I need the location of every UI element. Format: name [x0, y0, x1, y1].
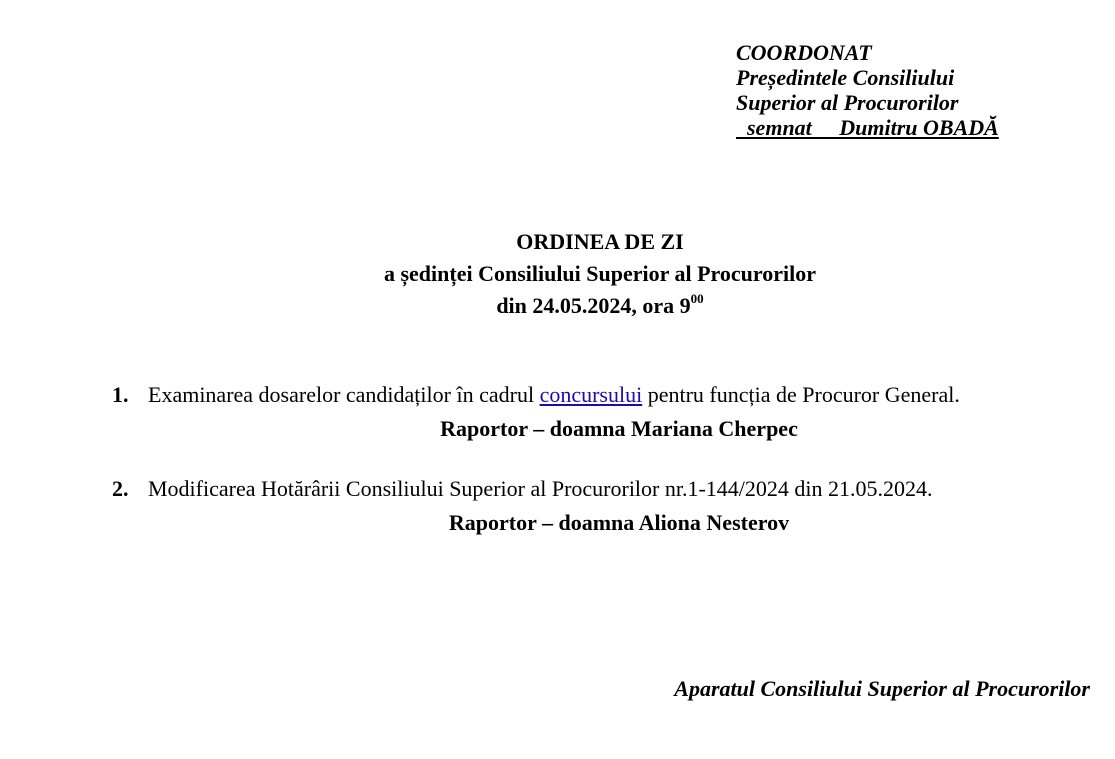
- document-title: ORDINEA DE ZI: [516, 229, 684, 254]
- agenda-item-2: [112, 476, 1090, 536]
- agenda-item-reporter: Raportor – doamna Mariana Cherpec: [440, 416, 798, 441]
- document-date-line: [0, 290, 1115, 322]
- agenda-item-number: 1.: [112, 382, 129, 407]
- date-text: din 24.05.2024, ora 9: [496, 293, 691, 318]
- agenda-item-text: Examinarea dosarelor candidaților în cadrul concursului pentru funcția de Procuror General.: [148, 382, 960, 407]
- document-subtitle: a ședinței Consiliului Superior al Procurorilor: [383, 261, 817, 286]
- agenda-item-number: 2.: [112, 476, 129, 501]
- agenda-list: [112, 382, 1090, 536]
- approval-position-line2: Superior al Procurorilor: [736, 90, 959, 115]
- time-superscript: 00: [690, 290, 704, 306]
- approval-status: COORDONAT: [736, 40, 872, 65]
- approval-position-line1: Președintele Consiliului: [736, 65, 955, 90]
- agenda-item-text: Modificarea Hotărârii Consiliului Superior al Procurorilor nr.1-144/2024 din 21.05.2024.: [148, 476, 933, 501]
- approval-signature: semnat Dumitru OBADĂ: [736, 115, 999, 140]
- document-heading: [0, 226, 1115, 322]
- agenda-item-reporter: Raportor – doamna Aliona Nesterov: [448, 510, 790, 535]
- concurs-link[interactable]: concursului: [539, 382, 643, 407]
- document-issuer: Aparatul Consiliului Superior al Procurorilor: [674, 676, 1090, 701]
- approval-block: [736, 40, 999, 140]
- agenda-item-1: [112, 382, 1090, 442]
